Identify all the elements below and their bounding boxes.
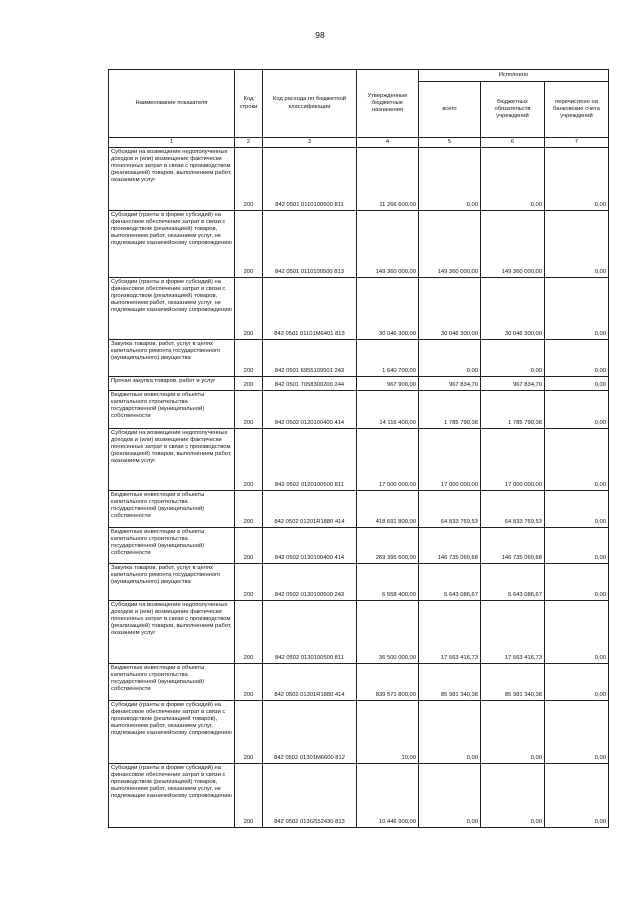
page-number: 98: [315, 30, 325, 40]
row-approved: 1 640 700,00: [357, 340, 419, 377]
row-executed-institutions: 1 785 790,38: [481, 391, 545, 429]
row-budget-code: 842 0502 0130100400 414: [263, 528, 357, 564]
column-number: 4: [357, 138, 419, 148]
row-budget-code: 842 0501 01101М6401 813: [263, 278, 357, 340]
row-executed-bank: 0,00: [545, 764, 609, 828]
row-line-code: 200: [235, 664, 263, 701]
header-budget-institutions: бюджетных обязательств учреждений: [481, 82, 545, 138]
row-executed-total: 64 833 769,53: [419, 491, 481, 528]
row-executed-bank: 0,00: [545, 664, 609, 701]
row-executed-institutions: 0,00: [481, 701, 545, 764]
row-executed-total: 5 643 086,67: [419, 564, 481, 601]
row-line-code: 200: [235, 764, 263, 828]
header-budget-code: Код расхода по бюджетной классификации: [263, 70, 357, 138]
row-line-code: 200: [235, 148, 263, 211]
row-approved: 30 046 300,00: [357, 278, 419, 340]
row-executed-bank: 0,00: [545, 278, 609, 340]
row-executed-total: 30 046 300,00: [419, 278, 481, 340]
row-approved: 14 116 400,00: [357, 391, 419, 429]
row-budget-code: 842 0501 0110100500 811: [263, 148, 357, 211]
row-name: Бюджетные инвестиции в объекты капитального строительства государственной (муниципальной) собственности: [109, 528, 235, 564]
header-approved: Утвержденные бюджетные назначения: [357, 70, 419, 138]
column-number-row: [109, 138, 609, 148]
row-executed-institutions: 30 046 300,00: [481, 278, 545, 340]
header-name: Наименование показателя: [109, 70, 235, 138]
row-executed-bank: 0,00: [545, 377, 609, 391]
row-approved: 10,00: [357, 701, 419, 764]
row-executed-institutions: 17 663 416,73: [481, 601, 545, 664]
row-line-code: 200: [235, 340, 263, 377]
table-row: [109, 701, 609, 764]
row-executed-institutions: 967 834,70: [481, 377, 545, 391]
row-name: Субсидии на возмещение недополученных доходов и (или) возмещение фактически понесенных затрат в связи с производством (реализацией) товаров, выполнением работ, оказанием услуг: [109, 429, 235, 491]
header-executed: Исполнено: [419, 70, 609, 82]
row-line-code: 200: [235, 528, 263, 564]
table-row: [109, 764, 609, 828]
table-row: [109, 491, 609, 528]
row-executed-institutions: 64 833 769,53: [481, 491, 545, 528]
row-budget-code: 842 0502 0120100400 414: [263, 391, 357, 429]
row-name: Субсидии (гранты в форме субсидий) на финансовое обеспечение затрат в связи с производством (реализацией) товаров, выполнением работ, оказанием услуг, не подлежащие казначейскому сопровождению: [109, 278, 235, 340]
table-row: [109, 528, 609, 564]
row-name: Субсидии на возмещение недополученных доходов и (или) возмещение фактически понесенных затрат в связи с производством (реализацией) товаров, выполнением работ, оказанием услуг: [109, 601, 235, 664]
header-total: всего: [419, 82, 481, 138]
row-executed-institutions: 17 000 000,00: [481, 429, 545, 491]
row-executed-total: 17 000 000,00: [419, 429, 481, 491]
row-executed-bank: 0,00: [545, 211, 609, 278]
row-executed-total: 85 981 340,38: [419, 664, 481, 701]
row-executed-institutions: 85 981 340,38: [481, 664, 545, 701]
column-number: 2: [235, 138, 263, 148]
row-line-code: 200: [235, 601, 263, 664]
column-number: 6: [481, 138, 545, 148]
table-row: [109, 278, 609, 340]
row-name: Субсидии (гранты в форме субсидий) на финансовое обеспечение затрат в связи с производством (реализацией) товаров, выполнением работ, оказанием услуг, не подлежащие казначейскому сопровождению: [109, 211, 235, 278]
row-approved: 418 691 800,00: [357, 491, 419, 528]
row-name: Субсидии на возмещение недополученных доходов и (или) возмещение фактически понесенных затрат в связи с производством (реализацией) товаров, выполнением работ, оказанием услуг: [109, 148, 235, 211]
budget-execution-table: [108, 69, 609, 828]
row-executed-total: 17 663 416,73: [419, 601, 481, 664]
column-number: 1: [109, 138, 235, 148]
row-budget-code: 842 0502 013G552430 813: [263, 764, 357, 828]
column-number: 3: [263, 138, 357, 148]
table-row: [109, 601, 609, 664]
table-row: [109, 211, 609, 278]
row-executed-bank: 0,00: [545, 429, 609, 491]
row-name: Бюджетные инвестиции в объекты капитального строительства государственной (муниципальной) собственности: [109, 491, 235, 528]
row-executed-total: 149 360 000,00: [419, 211, 481, 278]
row-executed-bank: 0,00: [545, 701, 609, 764]
row-name: Бюджетные инвестиции в объекты капитального строительства государственной (муниципальной) собственности: [109, 664, 235, 701]
row-approved: 839 571 800,00: [357, 664, 419, 701]
row-name: Закупка товаров, работ, услуг в целях капитального ремонта государственного (муниципального) имущества: [109, 340, 235, 377]
row-approved: 36 500 000,00: [357, 601, 419, 664]
column-number: 7: [545, 138, 609, 148]
row-executed-institutions: 146 735 060,68: [481, 528, 545, 564]
row-approved: 10 446 900,00: [357, 764, 419, 828]
table-row: [109, 429, 609, 491]
row-line-code: 200: [235, 391, 263, 429]
row-executed-total: 146 735 060,68: [419, 528, 481, 564]
row-budget-code: 842 0502 0130100500 811: [263, 601, 357, 664]
row-line-code: 200: [235, 701, 263, 764]
row-line-code: 200: [235, 564, 263, 601]
row-line-code: 200: [235, 377, 263, 391]
row-line-code: 200: [235, 429, 263, 491]
table-row: [109, 664, 609, 701]
row-executed-institutions: 0,00: [481, 148, 545, 211]
row-line-code: 200: [235, 211, 263, 278]
row-executed-total: 0,00: [419, 701, 481, 764]
row-executed-bank: 0,00: [545, 491, 609, 528]
row-budget-code: 842 0502 0120100500 811: [263, 429, 357, 491]
row-name: Субсидии (гранты в форме субсидий) на финансовое обеспечение затрат в связи с производством (реализацией) товаров, выполнением работ, оказанием услуг, не подлежащие казначейскому сопровождению: [109, 764, 235, 828]
row-executed-total: 967 834,70: [419, 377, 481, 391]
row-line-code: 200: [235, 278, 263, 340]
row-executed-institutions: 5 643 086,67: [481, 564, 545, 601]
row-name: Закупка товаров, работ, услуг в целях капитального ремонта государственного (муниципального) имущества: [109, 564, 235, 601]
row-budget-code: 842 0501 7058300200 244: [263, 377, 357, 391]
table-row: [109, 340, 609, 377]
row-executed-institutions: 0,00: [481, 764, 545, 828]
row-approved: 967 900,00: [357, 377, 419, 391]
row-name: Субсидии (гранты в форме субсидий) на финансовое обеспечение затрат в связи с производством (реализацией товаров), выполнением работ, оказанием услуг, подлежащие казначейскому сопровождению: [109, 701, 235, 764]
row-executed-total: 1 785 790,38: [419, 391, 481, 429]
row-executed-bank: 0,00: [545, 391, 609, 429]
row-executed-total: 0,00: [419, 148, 481, 211]
column-number: 5: [419, 138, 481, 148]
row-budget-code: 842 0501 0110100500 813: [263, 211, 357, 278]
row-name: Прочая закупка товаров, работ и услуг: [109, 377, 235, 391]
row-approved: 11 266 600,00: [357, 148, 419, 211]
table-row: [109, 391, 609, 429]
row-budget-code: 842 0502 01301М6600 812: [263, 701, 357, 764]
row-executed-bank: 0,00: [545, 340, 609, 377]
row-executed-total: 0,00: [419, 340, 481, 377]
row-executed-total: 0,00: [419, 764, 481, 828]
row-approved: 6 558 400,00: [357, 564, 419, 601]
row-line-code: 200: [235, 491, 263, 528]
row-budget-code: 842 0502 01301R1880 414: [263, 664, 357, 701]
row-executed-bank: 0,00: [545, 601, 609, 664]
row-approved: 269 395 600,00: [357, 528, 419, 564]
row-budget-code: 842 0502 01201R1880 414: [263, 491, 357, 528]
table-row: [109, 564, 609, 601]
header-line-code: Код строки: [235, 70, 263, 138]
row-executed-institutions: 149 360 000,00: [481, 211, 545, 278]
row-budget-code: 842 0502 0130100500 243: [263, 564, 357, 601]
row-executed-bank: 0,00: [545, 528, 609, 564]
row-budget-code: 842 0501 6955109501 243: [263, 340, 357, 377]
row-executed-institutions: 0,00: [481, 340, 545, 377]
row-approved: 17 000 000,00: [357, 429, 419, 491]
row-executed-bank: 0,00: [545, 564, 609, 601]
table-row: [109, 148, 609, 211]
row-name: Бюджетные инвестиции в объекты капитального строительства государственной (муниципальной) собственности: [109, 391, 235, 429]
row-executed-bank: 0,00: [545, 148, 609, 211]
row-approved: 149 360 000,00: [357, 211, 419, 278]
header-bank-accounts: перечислено на банковские счета учреждений: [545, 82, 609, 138]
table-row: [109, 377, 609, 391]
